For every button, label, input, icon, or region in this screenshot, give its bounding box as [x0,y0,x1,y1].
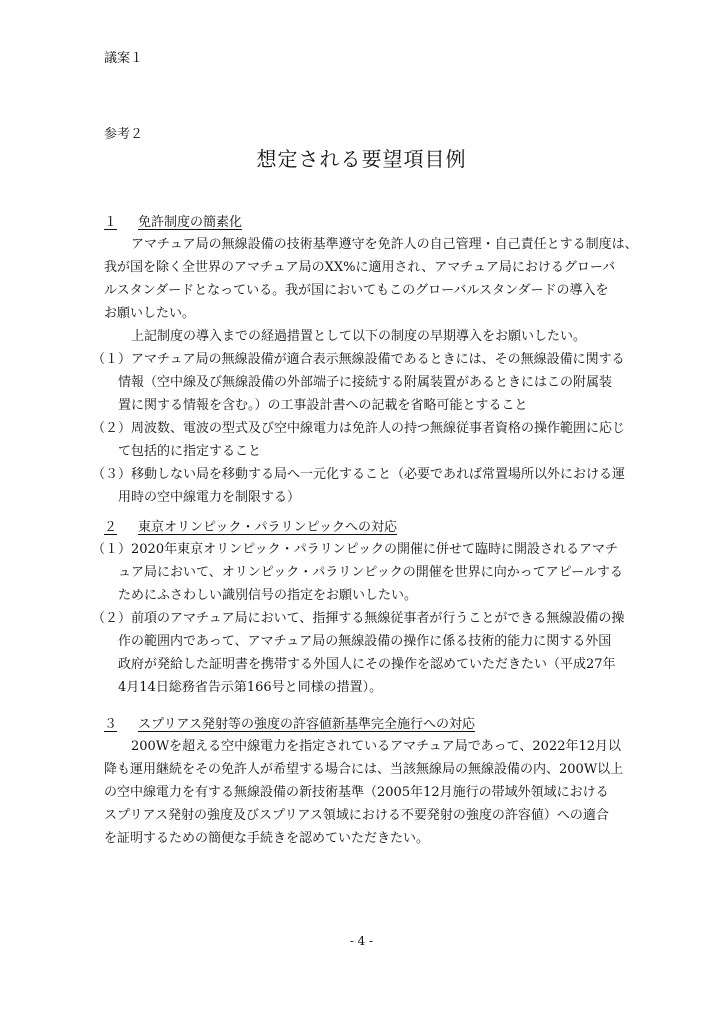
section-title: 免許制度の簡素化 [138,215,243,230]
item-line: アマチュア局の無線設備が適合表示無線設備であるときには、その無線設備に関する [131,352,625,367]
item-line: 情報（空中線及び無線設備の外部端子に接続する附属装置があるときにはこの附属装 [118,375,613,390]
paragraph-line: ルスタンダードとなっている。我が国においてもこのグローバルスタンダードの導入を [104,283,609,298]
item-line: ュア局において、オリンピック・パラリンピックの開催を世界に向かってアピールする [118,565,623,580]
item-line: ためにふさわしい識別信号の指定をお願いしたい。 [118,588,418,603]
section-2 [92,519,625,699]
item-line: 政府が発給した証明書を携帯する外国人にその操作を認めていただきたい（平成27年 [118,657,616,672]
section-1 [92,214,638,509]
list-item [92,607,624,699]
section-number: １ [104,215,118,230]
paragraph-line: スプリアス発射の強度及びスプリアス領域における不要発射の強度の許容値）への適合 [104,808,609,823]
section-heading [104,716,624,733]
item-line: 4月14日総務省告示第166号と同様の措置）。 [118,680,383,695]
item-label: （１） [92,542,132,557]
paragraph-line: 我が国を除く全世界のアマチュア局のXX%に適用され、アマチュア局におけるグローバ [104,260,616,275]
item-line: 移動しない局を移動する局へ一元化すること（必要であれば常置場所以外における運 [131,467,626,482]
section-title: スプリアス発射等の強度の許容値新基準完全施行への対応 [138,717,475,732]
item-label: （２） [92,421,132,436]
item-line: 2020年東京オリンピック・パラリンピックの開催に併せて臨時に開設されるアマチ [131,542,619,557]
reference-label: 参考２ [104,127,144,142]
paragraph-line: お願いしたい。 [104,306,196,321]
item-line: て包括的に指定すること [118,444,262,459]
paragraph-line: 降も運用継続をその免許人が希望する場合には、当該無線局の無線設備の内、200W以上 [104,762,624,777]
agenda-label: 議案１ [104,51,144,66]
list-item [92,348,624,417]
item-line: 作の範囲内であって、アマチュア局の無線設備の操作に係る技術的能力に関する外国 [118,634,612,649]
section-3 [104,716,624,850]
item-line: 前項のアマチュア局において、指揮する無線従事者が行うことができる無線設備の操 [131,611,625,626]
item-label: （３） [92,467,132,482]
section-title: 東京オリンピック・パラリンピックへの対応 [138,520,397,535]
list-item [92,417,624,463]
section-heading [104,214,624,231]
item-label: （２） [92,611,132,626]
paragraph-line: の空中線電力を有する無線設備の新技術基準（2005年12月施行の帯域外領域における [104,785,609,800]
item-line: 用時の空中線電力を制限する） [118,490,301,505]
paragraph-line: 200Wを超える空中線電力を指定されているアマチュア局であって、2022年12月以 [131,739,622,754]
paragraph-line: を証明するための簡便な手続きを認めていただきたい。 [104,831,430,846]
page-number: - 4 - [349,934,374,948]
item-line: 周波数、電波の型式及び空中線電力は免許人の持つ無線従事者資格の操作範囲に応じ [131,421,626,436]
section-number: ３ [104,717,118,732]
paragraph-line: アマチュア局の無線設備の技術基準遵守を免許人の自己管理・自己責任とする制度は、 [131,237,638,252]
list-item [92,538,624,607]
document-title: 想定される要望項目例 [256,147,467,171]
item-label: （１） [92,352,132,367]
section-number: ２ [104,520,118,535]
section-heading [104,519,624,536]
item-line: 置に関する情報を含む。）の工事設計書への記載を省略可能とすること [118,398,528,413]
paragraph-line: 上記制度の導入までの経過措置として以下の制度の早期導入をお願いしたい。 [131,329,587,344]
list-item [92,463,624,509]
